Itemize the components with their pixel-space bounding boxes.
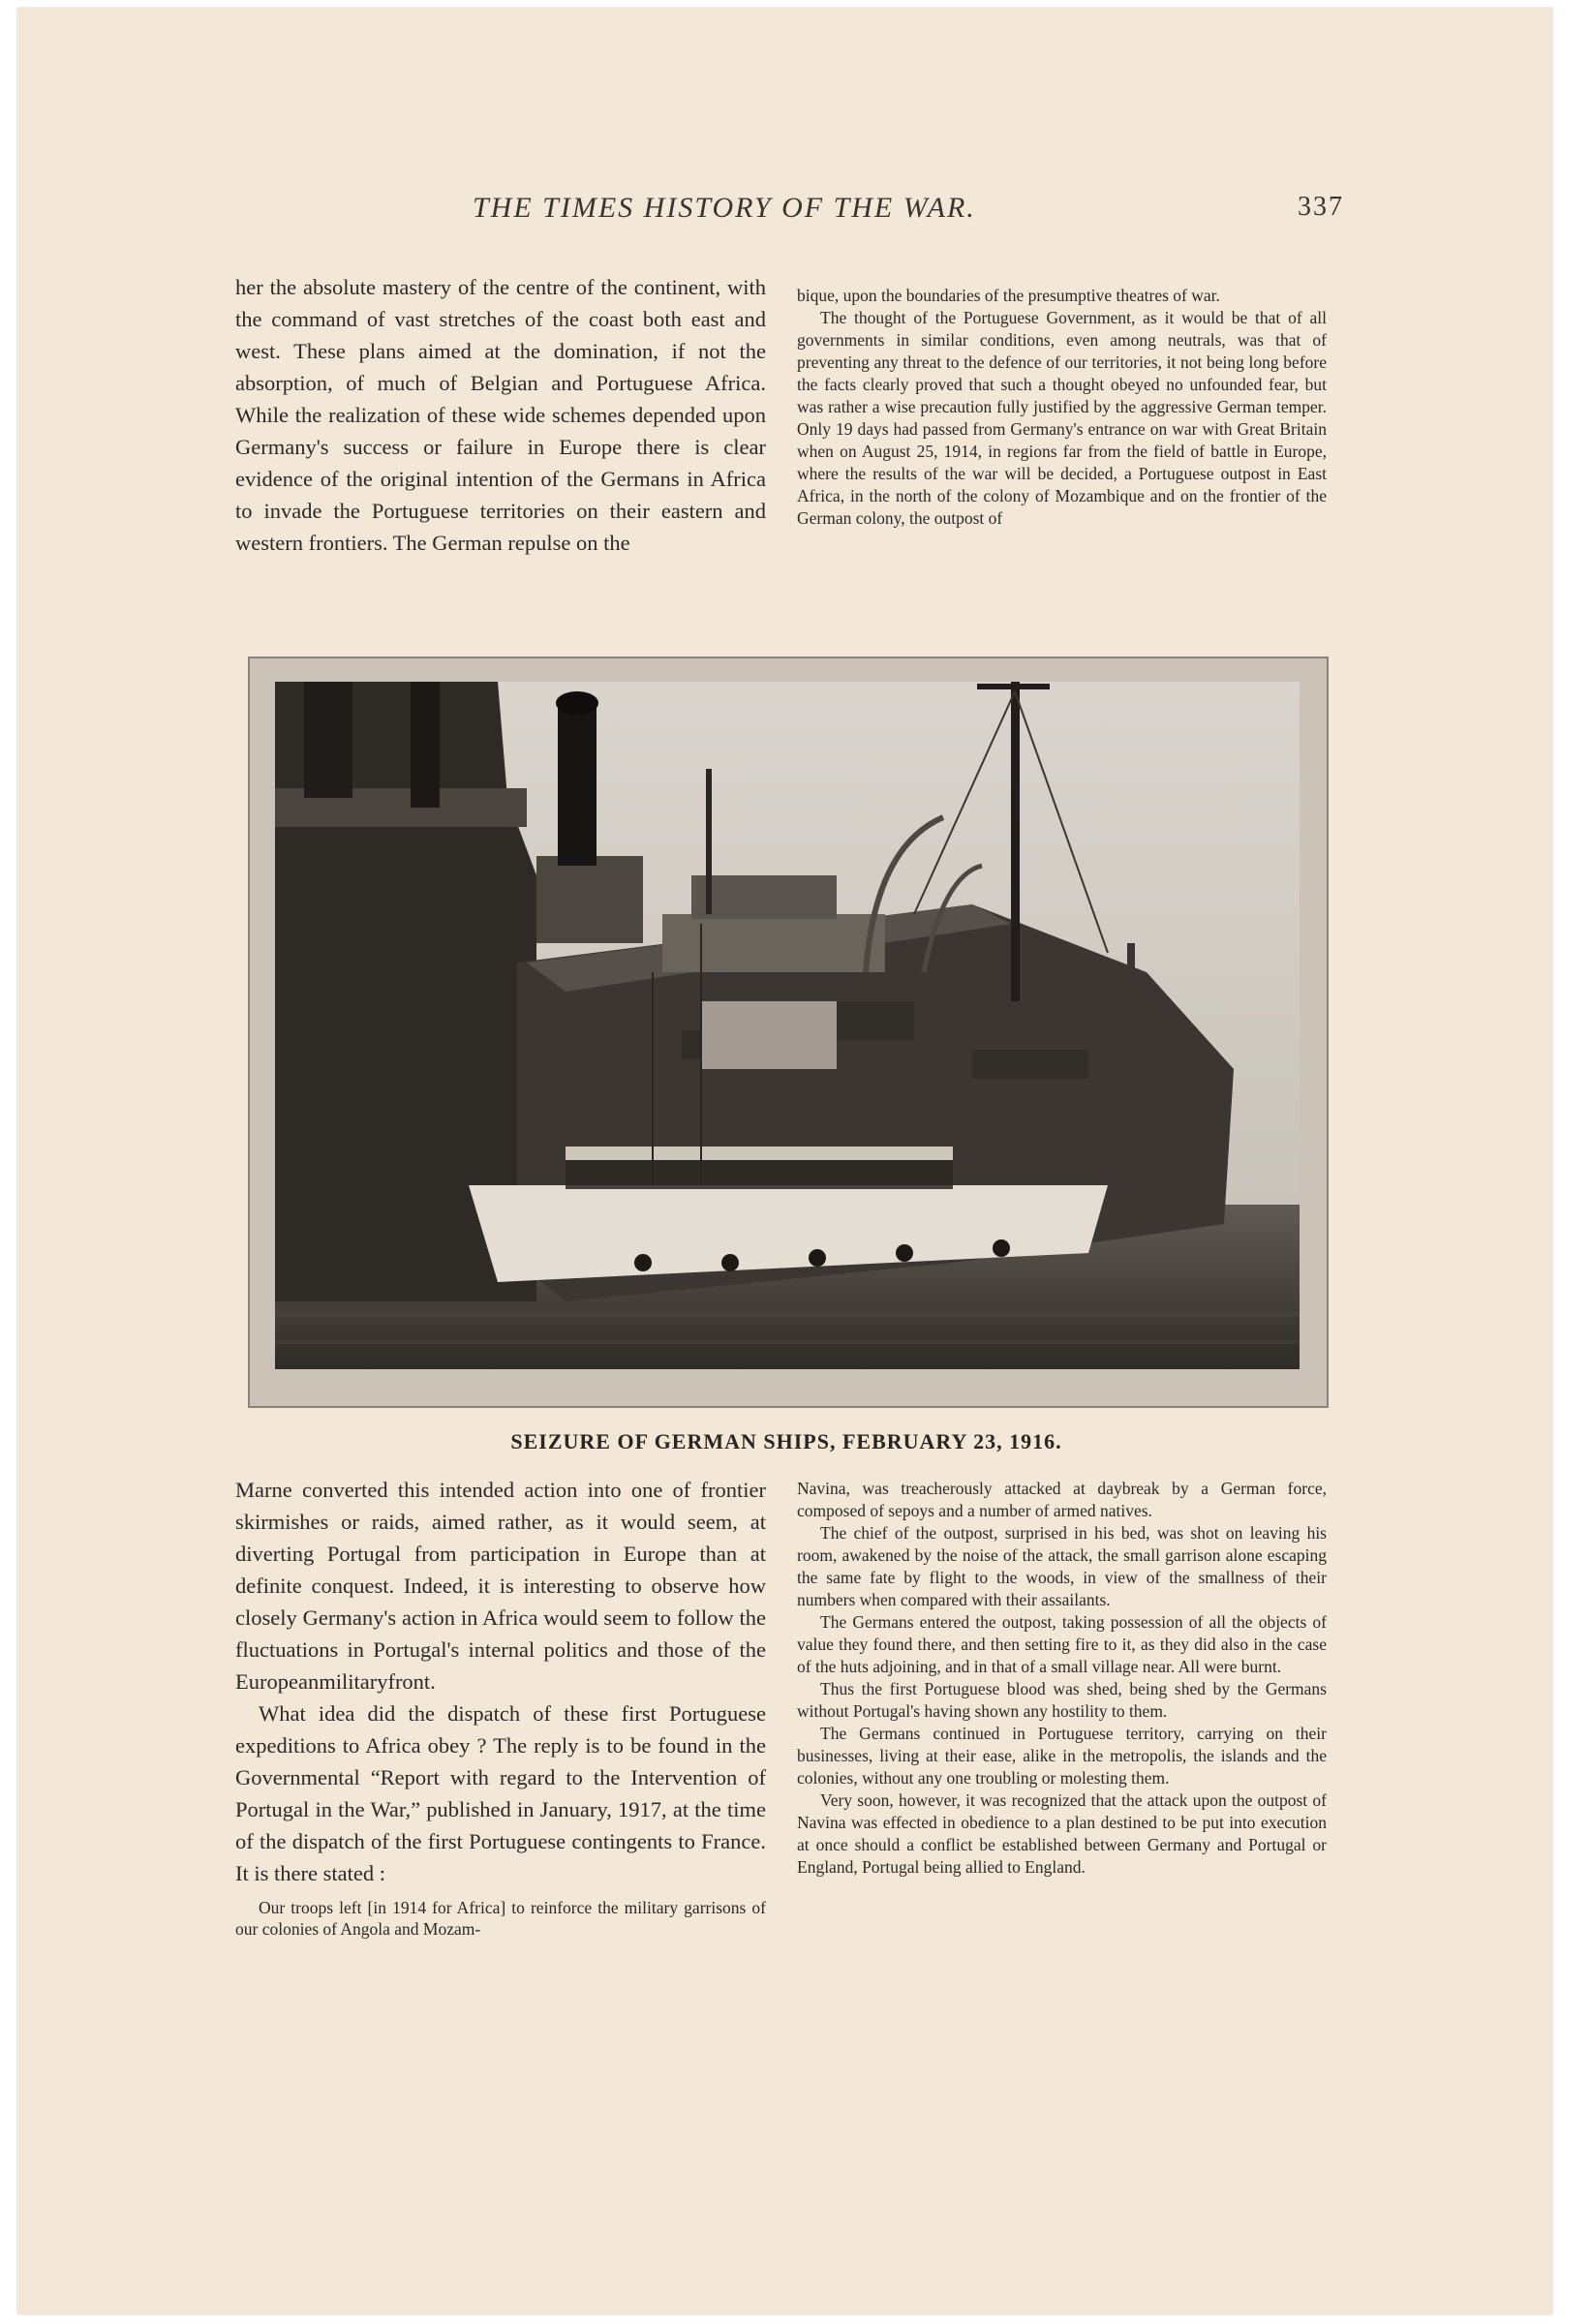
page-sheet <box>17 8 1552 2314</box>
column-top-left <box>235 271 766 559</box>
paragraph: The Germans entered the outpost, taking possession of all the objects of value they found there, and then setting fire to it, as they did also in the case of the huts adjoining, and in that of a small village near. All were burnt. <box>797 1612 1327 1676</box>
page-number: 337 <box>1298 192 1344 222</box>
column-top-right <box>797 285 1327 530</box>
paragraph: her the absolute mastery of the centre of the continent, with the command of vast stretches of the coast both east and west. These plans aimed at the domination, if not the absorption, of much of Belgian and Portuguese Africa. While the realization of these wide schemes depended upon Germany's success or failure in Europe there is clear evidence of the original intention of the Germans in Africa to invade the Portuguese territories on their eastern and western frontiers. The German repulse on the <box>235 275 766 555</box>
paragraph: Navina, was treacherously attacked at daybreak by a German force, composed of sepoys and a number of armed natives. <box>797 1479 1327 1520</box>
quotation: Our troops left [in 1914 for Africa] to reinforce the military garrisons of our colonies of Angola and Mozam- <box>235 1898 766 1939</box>
photograph-frame <box>248 657 1329 1408</box>
running-title: THE TIMES HISTORY OF THE WAR. <box>473 192 976 224</box>
photo-caption: SEIZURE OF GERMAN SHIPS, FEBRUARY 23, 1916. <box>510 1429 1062 1453</box>
paragraph: Very soon, however, it was recognized that the attack upon the outpost of Navina was effected in obedience to a plan destined to be put into execution at once should a conflict be established between Germany and Portugal or England, Portugal being allied to England. <box>797 1790 1327 1877</box>
column-bottom-right <box>797 1478 1327 1879</box>
running-header <box>473 192 1344 230</box>
paragraph: The chief of the outpost, surprised in his bed, was shot on leaving his room, awakened by the noise of the attack, the small garrison alone escaping the same fate by flight to the woods, in view of the smallness of their numbers when compared with their assailants. <box>797 1523 1327 1609</box>
column-bottom-left <box>235 1474 766 1940</box>
ship-photograph <box>275 682 1300 1369</box>
paragraph: Thus the first Portuguese blood was shed, being shed by the Germans without Portugal's having shown any hostility to them. <box>797 1679 1327 1721</box>
paragraph: What idea did the dispatch of these first Portuguese expeditions to Africa obey ? The reply is to be found in the Governmental “Report with regard to the Intervention of Portugal in the War,” published in January, 1917, at the time of the dispatch of the first Portuguese contingents to France. It is there stated : <box>235 1701 766 1885</box>
paragraph: The thought of the Portuguese Government, as it would be that of all governments in similar conditions, even among neutrals, was that of preventing any threat to the defence of our territories, it not being long before the facts clearly proved that such a thought obeyed no unfounded fear, but was rather a wise precaution fully justified by the aggressive German temper. Only 19 days had passed from Germany's entrance on war with Great Britain when on August 25, 1914, in regions far from the field of battle in Europe, where the results of the war will be decided, a Portuguese outpost in East Africa, in the north of the colony of Mozambique and on the frontier of the German colony, the outpost of <box>797 308 1327 528</box>
paragraph: Marne converted this intended action into one of frontier skirmishes or raids, aimed rather, as it would seem, at diverting Portugal from participation in Europe than at definite conquest. Indeed, it is interesting to observe how closely Germany's action in Africa would seem to follow the fluctuations in Portugal's internal politics and those of the Europeanmilitaryfront. <box>235 1478 766 1694</box>
paragraph: bique, upon the boundaries of the presumptive theatres of war. <box>797 286 1220 305</box>
paragraph: The Germans continued in Portuguese territory, carrying on their businesses, living at their ease, alike in the metropolis, the islands and the colonies, without any one troubling or molesting them. <box>797 1724 1327 1788</box>
